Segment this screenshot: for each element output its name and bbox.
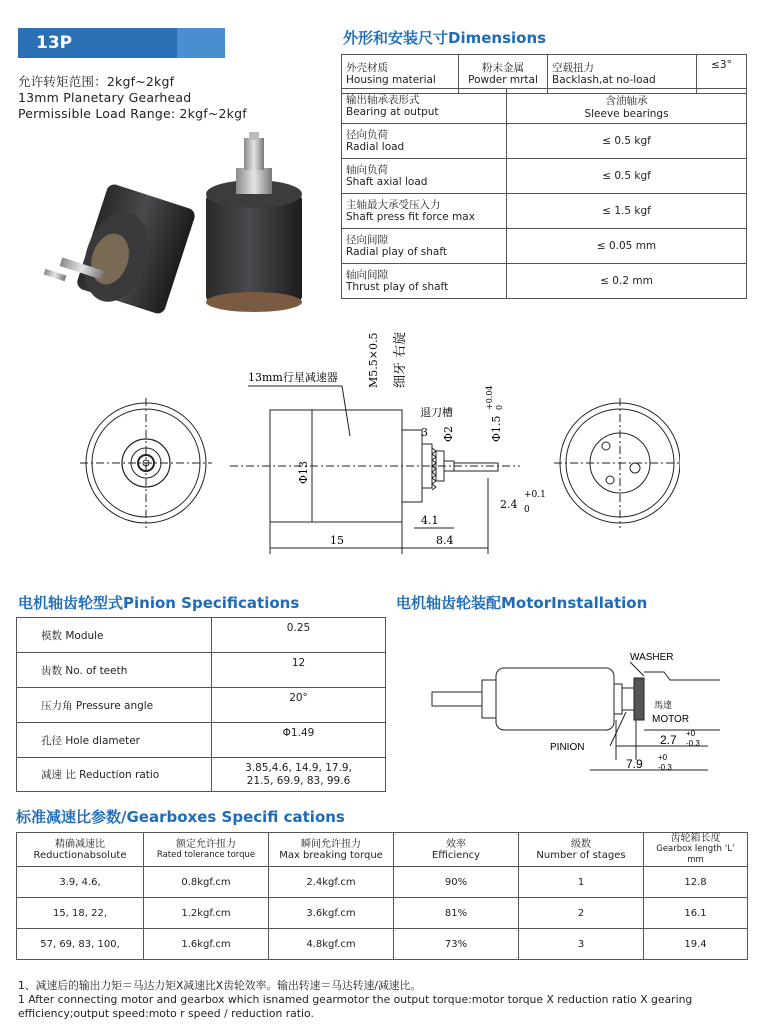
model-badge	[18, 28, 225, 58]
undercut-label: 退刀槽	[420, 406, 453, 419]
footnote-en: 1 After connecting motor and gearbox which isnamed gearmotor the output torque:motor torque X reduction ratio X gearing efficiency;output speed:moto r speed / reduction ratio.	[18, 993, 693, 1020]
reducer-label: 13mm行星减速器	[248, 371, 338, 384]
dim-2-4-tol-low: 0	[524, 505, 530, 515]
dim-phi15-tol-low: 0	[495, 404, 504, 410]
dimension-row: 轴向间隙 Thrust play of shaft ≤ 0.2 mm	[342, 264, 747, 299]
thread-note: 细牙 右旋	[393, 331, 408, 388]
pinion-row: 孔径 Hole diameter Φ1.49	[17, 723, 386, 758]
dim-2-4: 2.4	[500, 498, 518, 511]
dim-4-1: 4.1	[421, 514, 439, 527]
dim-phi15: Φ1.5	[490, 415, 503, 442]
footnote-cn: 1、减速后的输出力矩＝马达力矩X减速比X齿轮效率。输出转速＝马达转速/减速比。	[18, 979, 422, 992]
intro-line-1: 允许转矩范围：2kgf~2kgf	[18, 74, 175, 89]
end-view-left	[80, 398, 212, 528]
end-view-right	[554, 398, 680, 528]
gearbox-row: 57, 69, 83, 100, 1.6kgf.cm 4.8kgf.cm 73% 3 19.4	[17, 929, 748, 960]
gearbox-title: 标准减速比参数/Gearboxes Specifi cations	[16, 808, 345, 826]
technical-drawing	[80, 318, 680, 570]
thread-label: M5.5×0.5	[367, 332, 380, 388]
dim-15: 15	[330, 534, 344, 547]
intro-line-3: Permissible Load Range: 2kgf~2kgf	[18, 106, 247, 121]
side-view	[230, 386, 520, 522]
motor-installation-drawing	[430, 650, 730, 780]
dimension-row: 轴向负荷 Shaft axial load ≤ 0.5 kgf	[342, 159, 747, 194]
gearhead-front-view	[206, 132, 302, 312]
motor-cn-label: 馬達	[654, 700, 673, 710]
pinion-row: 压力角 Pressure angle 20°	[17, 688, 386, 723]
dim-phi15-tol-up: +0.04	[485, 385, 494, 410]
dim-phi13: Φ13	[297, 460, 310, 484]
product-photo	[30, 132, 320, 327]
dim-phi2: Φ2	[442, 425, 455, 442]
gearbox-header-row: 精确减速比 Reductionabsolute 额定允许扭力 Rated tolerance torque 瞬间允许扭力 Max breaking torque 效率 Efficiency 级数 Number of stages 齿轮箱长度 Gearbox length ‘L’ mm	[17, 833, 748, 867]
powder-metal-cell: 粉末金属 Powder mrtal	[459, 55, 548, 94]
gearbox-table	[16, 832, 748, 960]
gearbox-row: 3.9, 4.6, 0.8kgf.cm 2.4kgf.cm 90% 1 12.8	[17, 867, 748, 898]
pinion-table	[16, 617, 386, 792]
intro-line-2: 13mm Planetary Gearhead	[18, 90, 192, 105]
motor-en-label: MOTOR	[652, 714, 690, 725]
dim-2-7: 2.7	[660, 733, 677, 747]
backlash-cell: 空载扭力 Backlash,at no-load	[548, 55, 697, 94]
dimension-row: 径向负荷 Radial load ≤ 0.5 kgf	[342, 124, 747, 159]
washer-label: WASHER	[630, 652, 674, 663]
pinion-row: 模数 Module 0.25	[17, 618, 386, 653]
pinion-row: 齿数 No. of teeth 12	[17, 653, 386, 688]
badge-accent	[177, 28, 225, 58]
dimension-row: 主轴最大承受压入力 Shaft press fit force max ≤ 1.5 kgf	[342, 194, 747, 229]
dimensions-rows-table	[341, 88, 747, 299]
dimension-row: 输出轴承表形式 Bearing at output 含油轴承 Sleeve bearings	[342, 89, 747, 124]
dim-7-9-tol-up: +0	[658, 753, 668, 762]
intro-text	[18, 74, 247, 122]
pinion-row: 减速 比 Reduction ratio 3.85,4.6, 14.9, 17.9, 21.5, 69.9, 83, 99.6	[17, 758, 386, 792]
dim-8-4: 8.4	[436, 534, 454, 547]
backlash-value: ≤3°	[697, 55, 747, 94]
motor-installation-title: 电机轴齿轮装配MotorInstallation	[396, 594, 648, 612]
pinion-title: 电机轴齿轮型式Pinion Specifications	[18, 594, 300, 612]
dim-7-9: 7.9	[626, 757, 643, 771]
dim-7-9-tol-low: -0.3	[658, 763, 672, 772]
dim-3: 3	[421, 426, 428, 439]
dim-2-7-tol-low: -0.3	[686, 739, 700, 748]
dimensions-title: 外形和安装尺寸Dimensions	[343, 29, 547, 47]
dimension-row: 径向间隙 Radial play of shaft ≤ 0.05 mm	[342, 229, 747, 264]
gearhead-side-view	[44, 182, 197, 315]
pinion-label: PINION	[550, 742, 585, 753]
dim-2-7-tol-up: +0	[686, 729, 696, 738]
footnote	[18, 979, 748, 1021]
dim-2-4-tol-up: +0.1	[524, 490, 546, 500]
housing-material-cell: 外壳材质 Housing material	[342, 55, 459, 94]
model-badge-label: 13P	[36, 33, 73, 53]
gearbox-row: 15, 18, 22, 1.2kgf.cm 3.6kgf.cm 81% 2 16.1	[17, 898, 748, 929]
